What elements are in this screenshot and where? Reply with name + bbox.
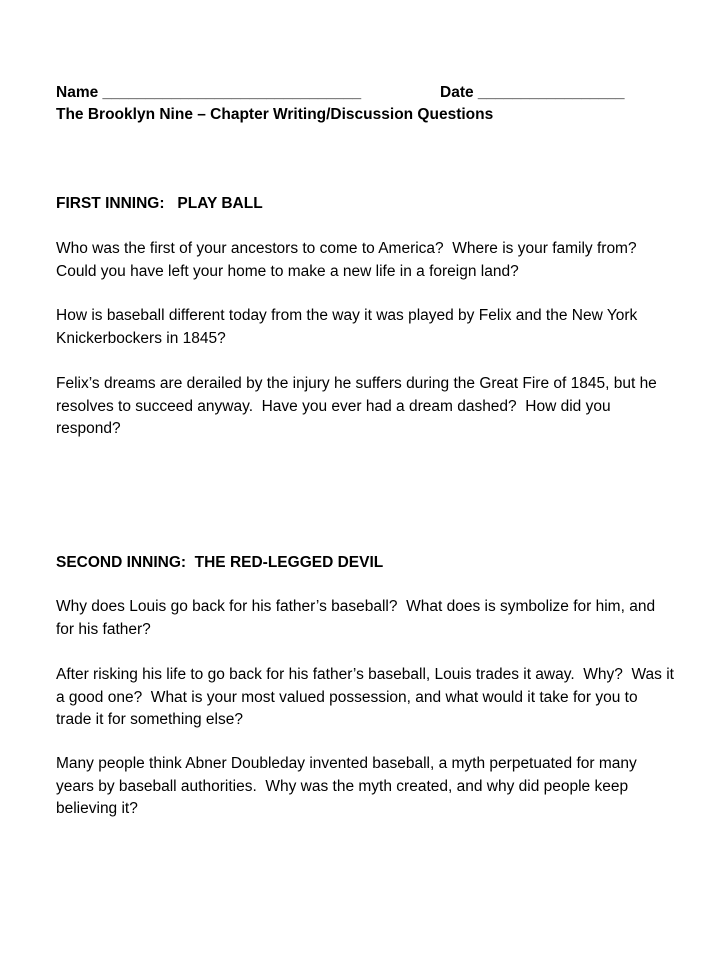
question-1-2: How is baseball different today from the way it was played by Felix and the New York Knickerbockers in 1845? bbox=[56, 307, 642, 347]
worksheet-title: The Brooklyn Nine – Chapter Writing/Discussion Questions bbox=[56, 106, 494, 123]
section-heading-second-inning: SECOND INNING: THE RED-LEGGED DEVIL bbox=[56, 554, 384, 571]
section-heading-first-inning: FIRST INNING: PLAY BALL bbox=[56, 195, 263, 212]
question-1-3: Felix’s dreams are derailed by the injury he suffers during the Great Fire of 1845, but he resolves to succeed anyway. Have you ever had a dream dashed? How did you respond? bbox=[56, 375, 662, 437]
date-field: Date _________________ bbox=[440, 84, 625, 101]
question-2-1: Why does Louis go back for his father’s baseball? What does is symbolize for him, and for his father? bbox=[56, 598, 660, 638]
question-2-3: Many people think Abner Doubleday invented baseball, a myth perpetuated for many years by baseball authorities. Why was the myth created, and why did people keep believing it? bbox=[56, 755, 642, 817]
question-1-1: Who was the first of your ancestors to come to America? Where is your family from? Could you have left your home to make a new life in a foreign land? bbox=[56, 240, 646, 280]
name-field: Name ______________________________ bbox=[56, 84, 362, 101]
question-2-2: After risking his life to go back for his father’s baseball, Louis trades it away. Why? Was it a good one? What is your most valued possession, and what would it take for you to trade it for something else? bbox=[56, 666, 679, 728]
